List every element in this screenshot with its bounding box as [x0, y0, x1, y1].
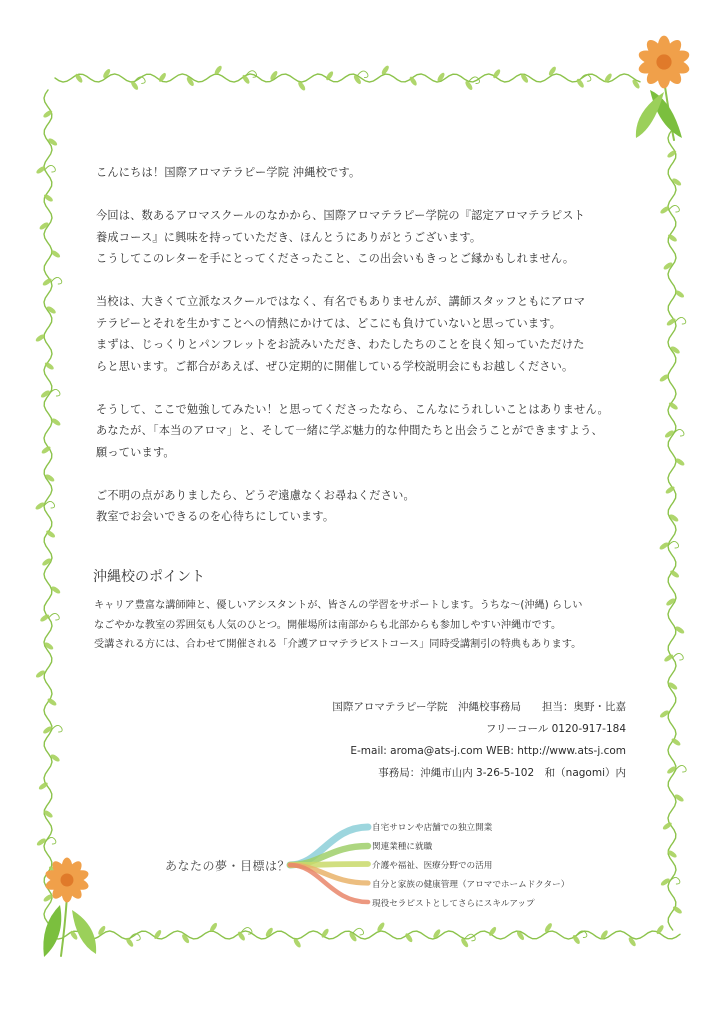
goal-list: [372, 819, 569, 914]
flower-icon: [637, 36, 691, 89]
contact-phone: フリーコール 0120-917-184: [485, 723, 626, 735]
points-heading: 沖縄校のポイント: [93, 569, 205, 585]
goal-branches: [290, 827, 368, 902]
contact-address: 事務局：沖縄市山内 3-26-5-102 和（nagomi）内: [378, 767, 626, 779]
goal-item: 関連業種に就職: [372, 842, 433, 852]
points-body: キャリア豊富な講師陣と、優しいアシスタントが、皆さんの学習をサポートします。うちな〜(沖縄) らしい なごやかな教室の雰囲気も人気のひとつ。開催場所は南部からも北部からも参加しやすい沖縄市です。 受講される方には、合わせて開催される「介護アロマテラピストコース」同時受講割引の特典もあります。: [94, 600, 583, 650]
goal-item: 現役セラピストとしてさらにスキルアップ: [372, 899, 535, 909]
contact-office: 国際アロマテラピー学院 沖縄校事務局 担当：奥野・比嘉: [332, 701, 626, 713]
goal-item: 介護や福祉、医療分野での活用: [372, 861, 493, 871]
letter-paragraph: こんにちは！国際アロマテラピー学院 沖縄校です。: [96, 166, 361, 179]
letter-paragraph: そうして、ここで勉強してみたい！と思ってくださったなら、こんなにうれしいことはありません。 あなたが、「本当のアロマ」と、そして一緒に学ぶ魅力的な仲間たちと出会うことができますよう、 願っています。: [96, 402, 609, 459]
letter-body: [96, 162, 636, 549]
goal-item: 自分と家族の健康管理（アロマでホームドクター）: [372, 880, 570, 890]
letter-paragraph: 今回は、数あるアロマスクールのなかから、国際アロマテラピー学院の『認定アロマテラピスト 養成コース』に興味を持っていただき、ほんとうにありがとうございます。 こうしてこのレターを手にとってくださったこと、この出会いもきっとご縁かもしれません。: [96, 209, 585, 265]
letter-paragraph: 当校は、大きくて立派なスクールではなく、有名でもありませんが、講師スタッフともにアロマ テラピーとそれを生かすことへの情熱にかけては、どこにも負けていないと思っています。 まずは、じっくりとパンフレットをお読みいただき、わたしたちのことを良く知っていただけた らと思います。ご都合があえば、ぜひ定期的に開催している学校説明会にもお越しください。: [96, 295, 586, 373]
contact-email-web: E-mail: aroma@ats-j.com WEB: http://www.ats-j.com: [350, 745, 626, 757]
letter-paragraph: ご不明の点がありましたら、どうぞ遠慮なくお尋ねください。 教室でお会いできるのを心待ちにしています。: [96, 488, 415, 523]
contact-block: [332, 696, 626, 784]
goal-item: 自宅サロンや店舗での独立開業: [372, 823, 493, 833]
dream-label: あなたの夢・目標は？: [165, 859, 291, 873]
